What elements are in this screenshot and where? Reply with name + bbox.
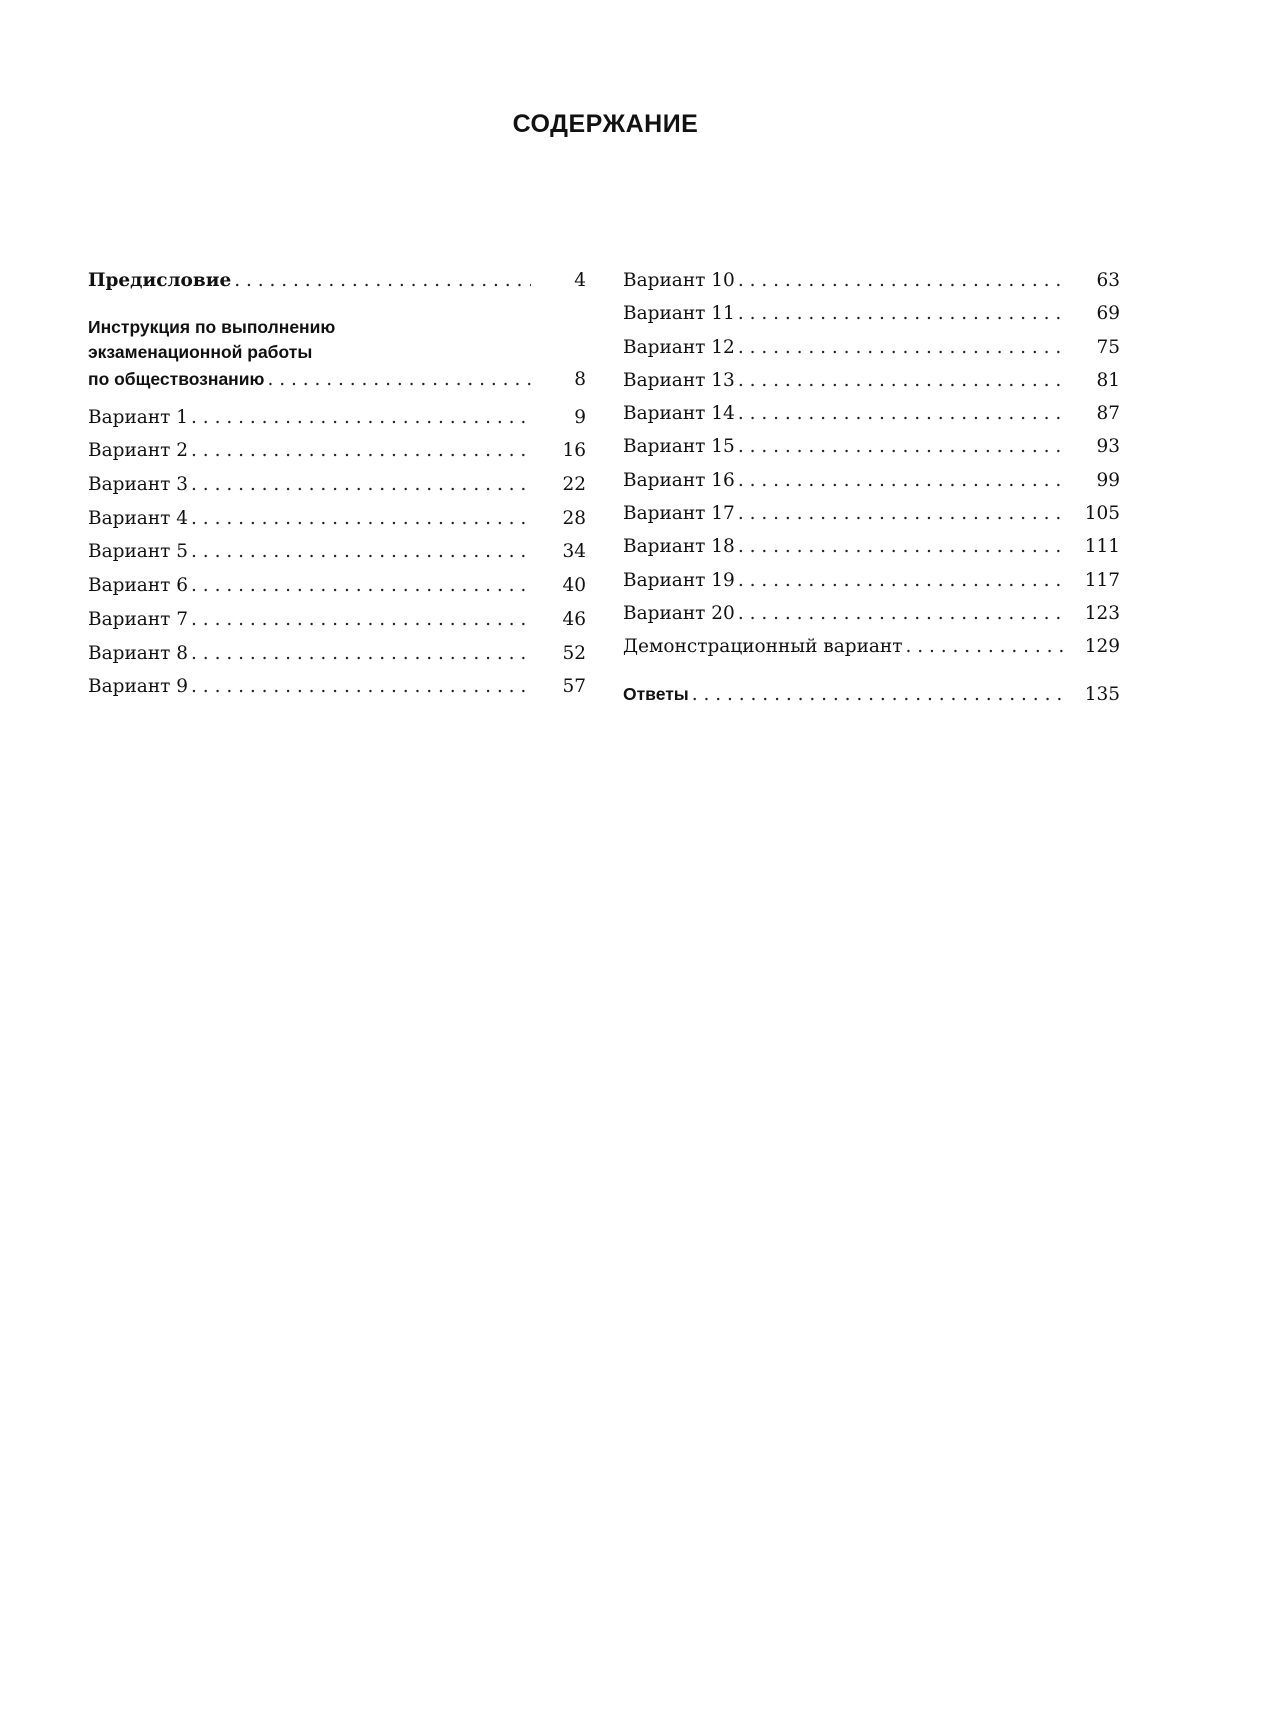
toc-entry-variant[interactable] bbox=[623, 530, 1120, 563]
toc-entry-page: 129 bbox=[1084, 636, 1120, 658]
dot-leader bbox=[738, 530, 1065, 563]
toc-entry-label: Вариант 17 bbox=[623, 503, 735, 525]
toc-entry-label: Вариант 6 bbox=[88, 575, 189, 597]
toc-entry-variant[interactable] bbox=[623, 430, 1120, 463]
dot-leader bbox=[738, 597, 1065, 630]
toc-entry-instruction[interactable] bbox=[88, 315, 586, 393]
toc-entry-label: Вариант 20 bbox=[623, 602, 735, 624]
toc-entry-label: Вариант 14 bbox=[623, 403, 735, 425]
toc-entry-page: 46 bbox=[562, 608, 586, 630]
toc-entry-page: 34 bbox=[562, 541, 586, 563]
toc-entry-page: 105 bbox=[1084, 503, 1120, 525]
toc-right-column bbox=[623, 264, 1120, 711]
toc-entry-demo-variant[interactable] bbox=[623, 630, 1120, 663]
toc-entry-label: Вариант 4 bbox=[88, 507, 189, 529]
dot-leader bbox=[191, 637, 531, 671]
toc-entry-label-line: экзаменационной работы bbox=[88, 341, 313, 362]
dot-leader bbox=[906, 630, 1066, 663]
toc-entry-label: Вариант 13 bbox=[623, 369, 735, 391]
toc-entry-label: Предисловие bbox=[88, 270, 232, 291]
dot-leader bbox=[191, 468, 531, 502]
dot-leader bbox=[738, 464, 1065, 497]
toc-entry-variant[interactable] bbox=[623, 464, 1120, 497]
dot-leader bbox=[191, 535, 531, 569]
toc-entry-page: 4 bbox=[574, 270, 586, 291]
toc-entry-variant[interactable] bbox=[88, 502, 586, 536]
toc-entry-label: Демонстрационный вариант bbox=[623, 636, 903, 658]
dot-leader bbox=[738, 497, 1065, 530]
toc-entry-page: 93 bbox=[1096, 436, 1120, 458]
toc-entry-variant[interactable] bbox=[88, 569, 586, 603]
dot-leader bbox=[191, 603, 531, 637]
toc-entry-page: 9 bbox=[574, 406, 586, 428]
toc-entry-page: 81 bbox=[1096, 369, 1120, 391]
toc-entry-label: по обществознанию bbox=[88, 368, 265, 389]
toc-entry-preface[interactable] bbox=[88, 264, 586, 298]
toc-entry-label: Ответы bbox=[623, 683, 689, 704]
toc-entry-label: Вариант 10 bbox=[623, 270, 735, 291]
toc-entry-variant[interactable] bbox=[88, 637, 586, 671]
toc-entry-label: Вариант 3 bbox=[88, 474, 189, 496]
toc-entry-page: 8 bbox=[574, 368, 586, 390]
toc-entry-variant[interactable] bbox=[88, 535, 586, 569]
toc-entry-label: Вариант 19 bbox=[623, 569, 735, 591]
toc-entry-label: Вариант 12 bbox=[623, 336, 735, 358]
dot-leader bbox=[191, 670, 531, 704]
toc-entry-page: 63 bbox=[1096, 270, 1120, 291]
page-title: СОДЕРЖАНИЕ bbox=[512, 110, 699, 138]
dot-leader bbox=[191, 502, 531, 536]
dot-leader bbox=[738, 430, 1065, 463]
toc-entry-variant[interactable] bbox=[623, 564, 1120, 597]
dot-leader bbox=[738, 297, 1065, 330]
dot-leader bbox=[738, 397, 1065, 430]
toc-entry-variant[interactable] bbox=[623, 297, 1120, 330]
toc-entry-label: Вариант 7 bbox=[88, 608, 189, 630]
toc-entry-answers[interactable] bbox=[623, 678, 1120, 711]
toc-entry-label: Вариант 2 bbox=[88, 440, 189, 462]
toc-entry-variant[interactable] bbox=[88, 401, 586, 435]
dot-leader bbox=[191, 401, 531, 435]
toc-entry-page: 135 bbox=[1084, 683, 1120, 705]
toc-entry-label-line: Инструкция по выполнению bbox=[88, 316, 336, 337]
toc-entry-variant[interactable] bbox=[88, 468, 586, 502]
toc-entry-label: Вариант 18 bbox=[623, 536, 735, 558]
toc-entry-label: Вариант 16 bbox=[623, 469, 735, 491]
toc-entry-page: 57 bbox=[562, 676, 586, 698]
toc-entry-instruction-last bbox=[88, 365, 586, 393]
toc-entry-page: 22 bbox=[562, 474, 586, 496]
toc-entry-page: 99 bbox=[1096, 469, 1120, 491]
toc-entry-variant[interactable] bbox=[623, 331, 1120, 364]
toc-entry-variant[interactable] bbox=[623, 364, 1120, 397]
toc-entry-page: 28 bbox=[562, 507, 586, 529]
dot-leader bbox=[191, 569, 531, 603]
toc-entry-label: Вариант 11 bbox=[623, 303, 735, 325]
dot-leader bbox=[738, 564, 1065, 597]
toc-entry-variant[interactable] bbox=[88, 603, 586, 637]
dot-leader bbox=[692, 678, 1065, 711]
dot-leader bbox=[738, 331, 1065, 364]
toc-entry-variant[interactable] bbox=[623, 264, 1120, 297]
toc-entry-page: 16 bbox=[562, 440, 586, 462]
toc-entry-variant[interactable] bbox=[623, 397, 1120, 430]
toc-entry-page: 123 bbox=[1084, 602, 1120, 624]
toc-entry-page: 52 bbox=[562, 642, 586, 664]
dot-leader bbox=[267, 366, 531, 394]
toc-entry-page: 117 bbox=[1084, 569, 1120, 591]
dot-leader bbox=[191, 434, 531, 468]
dot-leader bbox=[738, 364, 1065, 397]
toc-left-column bbox=[88, 264, 586, 704]
toc-entry-label: Вариант 1 bbox=[88, 406, 189, 428]
toc-entry-variant[interactable] bbox=[623, 597, 1120, 630]
toc-entry-page: 111 bbox=[1084, 536, 1120, 558]
toc-entry-variant[interactable] bbox=[88, 434, 586, 468]
toc-entry-label: Вариант 15 bbox=[623, 436, 735, 458]
toc-entry-label: Вариант 5 bbox=[88, 541, 189, 563]
toc-entry-page: 87 bbox=[1096, 403, 1120, 425]
toc-entry-page: 69 bbox=[1096, 303, 1120, 325]
toc-entry-label: Вариант 8 bbox=[88, 642, 189, 664]
dot-leader bbox=[234, 264, 531, 298]
dot-leader bbox=[738, 264, 1065, 297]
toc-entry-page: 75 bbox=[1096, 336, 1120, 358]
toc-entry-variant[interactable] bbox=[88, 670, 586, 704]
toc-entry-variant[interactable] bbox=[623, 497, 1120, 530]
toc-entry-page: 40 bbox=[562, 575, 586, 597]
toc-entry-label: Вариант 9 bbox=[88, 676, 189, 698]
